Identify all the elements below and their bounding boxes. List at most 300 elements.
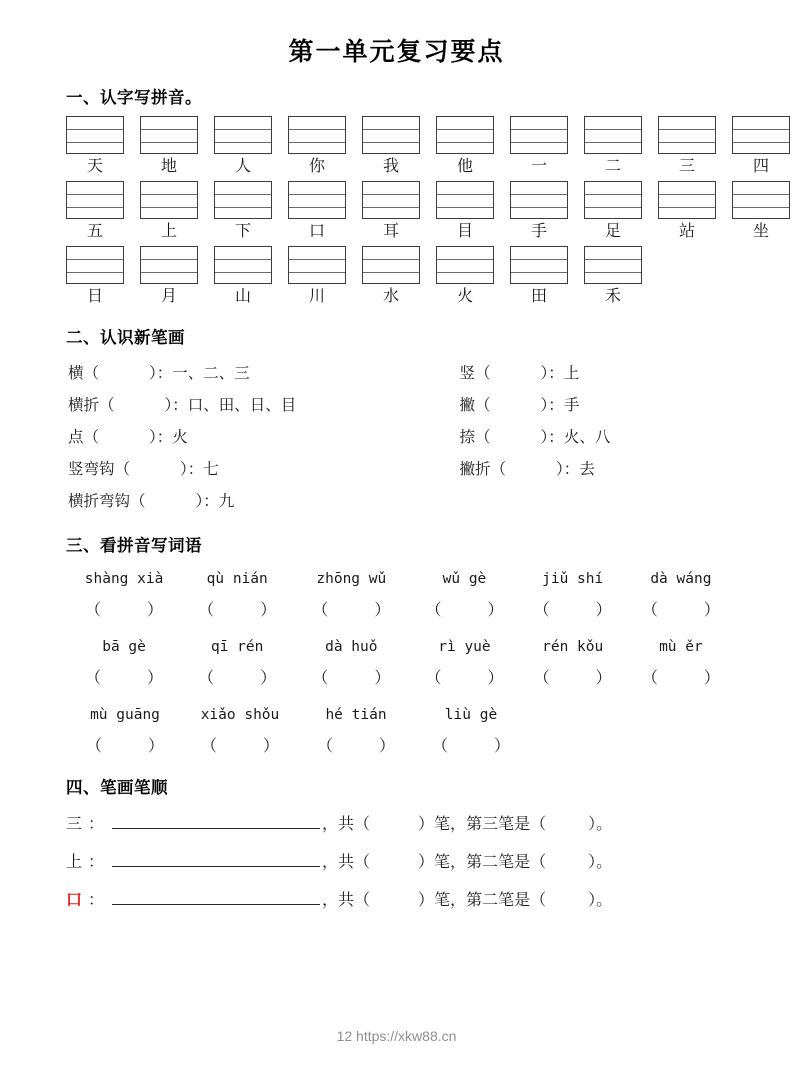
character-label: 耳 (382, 223, 399, 240)
answer-row (66, 594, 735, 628)
close-paren: ） (260, 670, 277, 687)
pinyin-box[interactable] (66, 181, 124, 219)
guide-line (511, 129, 567, 130)
stroke-order-row (66, 882, 735, 920)
stroke-entry (68, 454, 400, 486)
guide-line (363, 194, 419, 195)
close-paren: ） (595, 602, 612, 619)
character-label: 人 (234, 158, 251, 175)
guide-line (141, 259, 197, 260)
nth-stroke-label: 第二笔是（ (466, 892, 547, 909)
pinyin-grid-cell[interactable] (436, 246, 494, 310)
pinyin-grid-cell[interactable] (66, 246, 124, 310)
answer-parens[interactable] (184, 730, 296, 764)
guide-line (437, 272, 493, 273)
pinyin-grid-cell[interactable] (66, 181, 124, 245)
pinyin-grid-cell[interactable] (584, 116, 642, 180)
pinyin-box[interactable] (436, 181, 494, 219)
pinyin-word: dà huǒ (325, 639, 378, 655)
answer-parens[interactable] (66, 594, 182, 628)
nth-stroke-label: 第三笔是（ (466, 816, 547, 833)
open-paren: （ (425, 670, 442, 687)
pinyin-word: mù ěr (659, 639, 703, 655)
guide-line (733, 207, 789, 208)
answer-parens[interactable] (519, 594, 627, 628)
guide-line (363, 142, 419, 143)
open-paren: （ (198, 670, 215, 687)
pinyin-grid-row (66, 181, 769, 245)
pinyin-box[interactable] (66, 116, 124, 154)
stroke-order-row (66, 806, 735, 844)
pinyin-box[interactable] (584, 116, 642, 154)
pinyin-grid-cell[interactable] (658, 116, 716, 180)
stroke-examples: 上 (563, 365, 580, 382)
guide-line (363, 259, 419, 260)
stroke-entry (400, 454, 735, 486)
answer-row (66, 662, 735, 696)
close-paren: ） (494, 738, 511, 755)
guide-line (437, 259, 493, 260)
pinyin-grid-cell[interactable] (140, 181, 198, 245)
colon: ： (88, 854, 105, 871)
total-strokes-close: ）笔， (418, 892, 467, 909)
pinyin-box[interactable] (288, 246, 346, 284)
pinyin-box[interactable] (436, 246, 494, 284)
close-paren: ） (703, 670, 720, 687)
character-label: 目 (456, 223, 473, 240)
stroke-list (68, 358, 735, 518)
pinyin-word: zhōng wǔ (316, 571, 387, 587)
stroke-entry (400, 390, 735, 422)
stroke-close-paren: ）： (149, 429, 173, 446)
stroke-close-paren: ）： (540, 397, 564, 414)
open-paren: （ (641, 670, 658, 687)
stroke-name: 竖 (459, 365, 476, 382)
pinyin-box[interactable] (140, 116, 198, 154)
character-label: 站 (678, 223, 695, 240)
pinyin-grid-cell[interactable] (214, 116, 272, 180)
character-label: 他 (456, 158, 473, 175)
stroke-entry (68, 486, 423, 518)
answer-parens[interactable] (519, 662, 627, 696)
pinyin-box[interactable] (288, 181, 346, 219)
guide-line (659, 194, 715, 195)
guide-line (289, 129, 345, 130)
stroke-order-write-line[interactable] (112, 853, 320, 867)
guide-line (733, 129, 789, 130)
stroke-examples: 一、二、三 (172, 365, 250, 382)
section4-heading: 四、笔画笔顺 (66, 779, 168, 797)
answer-parens[interactable] (66, 730, 184, 764)
answer-row (66, 730, 735, 764)
answer-parens[interactable] (66, 662, 182, 696)
stroke-name: 撇折 (459, 461, 491, 478)
stroke-row (68, 422, 735, 454)
close-paren: ） (147, 670, 164, 687)
pinyin-box[interactable] (436, 116, 494, 154)
pinyin-word: dà wáng (650, 571, 712, 587)
pinyin-word: qù nián (206, 571, 268, 587)
stroke-order-tail (322, 806, 612, 844)
stroke-order-write-line[interactable] (112, 815, 320, 829)
pinyin-box[interactable] (510, 246, 568, 284)
pinyin-word: shàng xià (84, 571, 164, 587)
pinyin-box[interactable] (584, 181, 642, 219)
pinyin-box[interactable] (362, 116, 420, 154)
target-character: 三 (66, 816, 83, 833)
guide-line (141, 272, 197, 273)
stroke-open-paren: （ (475, 397, 491, 414)
pinyin-box[interactable] (732, 116, 790, 154)
pinyin-grid-row (66, 246, 735, 310)
stroke-name: 横折弯钩 (68, 493, 131, 510)
pinyin-grid-cell[interactable] (510, 116, 568, 180)
target-character: 上 (66, 854, 83, 871)
guide-line (511, 142, 567, 143)
open-paren: （ (312, 670, 329, 687)
colon: ： (88, 892, 105, 909)
guide-line (141, 207, 197, 208)
character-label: 天 (86, 158, 103, 175)
answer-parens[interactable] (292, 662, 410, 696)
guide-line (659, 142, 715, 143)
pinyin-word: wǔ gè (442, 571, 487, 587)
character-label: 禾 (604, 288, 621, 305)
open-paren: （ (85, 738, 102, 755)
stroke-open-paren: （ (490, 461, 507, 478)
character-label: 口 (308, 223, 325, 240)
pinyin-word: xiǎo shǒu (200, 707, 280, 723)
close-paren: ） (487, 602, 504, 619)
answer-parens[interactable] (416, 730, 526, 764)
character-label: 我 (382, 158, 399, 175)
pinyin-word: bā gè (102, 639, 146, 655)
open-paren: （ (425, 602, 442, 619)
pinyin-word: rén kǒu (542, 639, 604, 655)
guide-line (363, 129, 419, 130)
guide-line (585, 194, 641, 195)
guide-line (67, 194, 123, 195)
character-label: 水 (382, 288, 399, 305)
character-label: 月 (160, 288, 177, 305)
guide-line (289, 194, 345, 195)
comma: ， (322, 816, 339, 833)
close-paren: ） (703, 602, 720, 619)
pinyin-grid-cell[interactable] (658, 181, 716, 245)
guide-line (289, 142, 345, 143)
comma: ， (322, 892, 339, 909)
answer-parens[interactable] (627, 594, 735, 628)
pinyin-box[interactable] (584, 246, 642, 284)
guide-line (659, 129, 715, 130)
pinyin-box[interactable] (66, 246, 124, 284)
stroke-order-tail (322, 844, 612, 882)
nth-stroke-label: 第二笔是（ (466, 854, 547, 871)
section3-heading: 三、看拼音写词语 (66, 537, 202, 555)
guide-line (67, 129, 123, 130)
stroke-examples: 九 (218, 493, 235, 510)
total-strokes-close: ）笔， (418, 816, 467, 833)
target-character-highlighted: 口 (66, 892, 83, 909)
open-paren: （ (533, 602, 550, 619)
section-stroke-order (58, 774, 735, 920)
stroke-open-paren: （ (130, 493, 146, 510)
stroke-close-paren: ）： (540, 365, 564, 382)
stroke-examples: 口、田、日、目 (187, 397, 297, 414)
guide-line (141, 142, 197, 143)
guide-line (437, 207, 493, 208)
guide-line (289, 259, 345, 260)
guide-line (67, 207, 123, 208)
stroke-entry (68, 358, 400, 390)
colon: ： (88, 816, 105, 833)
pinyin-grid-cell[interactable] (362, 246, 420, 310)
pinyin-grid-cell[interactable] (584, 246, 642, 310)
stroke-close-paren: ）： (164, 397, 188, 414)
guide-line (215, 207, 271, 208)
pinyin-grid-cell[interactable] (214, 246, 272, 310)
stroke-examples: 火 (172, 429, 188, 446)
stroke-order-write-line[interactable] (112, 891, 320, 905)
pinyin-word: qī rén (210, 639, 264, 655)
open-paren: （ (85, 670, 102, 687)
open-paren: （ (200, 738, 217, 755)
guide-line (289, 272, 345, 273)
pinyin-grid-block (58, 116, 769, 310)
stroke-name: 捺 (459, 429, 476, 446)
pinyin-words-block (66, 564, 735, 764)
character-label: 川 (308, 288, 325, 305)
character-label: 地 (160, 158, 177, 175)
stroke-examples: 七 (203, 461, 219, 478)
pinyin-grid-cell[interactable] (288, 246, 346, 310)
pinyin-grid-cell[interactable] (140, 116, 198, 180)
stroke-open-paren: （ (83, 365, 100, 382)
pinyin-grid-cell[interactable] (66, 116, 124, 180)
stroke-row (68, 358, 735, 390)
pinyin-box[interactable] (658, 116, 716, 154)
guide-line (511, 207, 567, 208)
pinyin-grid-cell[interactable] (288, 181, 346, 245)
character-label: 山 (234, 288, 251, 305)
guide-line (141, 194, 197, 195)
stroke-examples: 去 (579, 461, 595, 478)
stroke-open-paren: （ (99, 397, 115, 414)
stroke-entry (400, 422, 735, 454)
page-title: 第一单元复习要点 (288, 38, 505, 66)
guide-line (511, 272, 567, 273)
stroke-row (68, 486, 735, 518)
character-label: 火 (456, 288, 473, 305)
stroke-examples: 火、八 (563, 429, 611, 446)
watermark: 12 https://xkw88.cn (336, 1028, 457, 1044)
guide-line (215, 142, 271, 143)
pinyin-box[interactable] (510, 116, 568, 154)
pinyin-word: hé tián (325, 707, 387, 723)
close-paren: ） (263, 738, 280, 755)
pinyin-box[interactable] (362, 181, 420, 219)
close-paren: ） (595, 670, 612, 687)
total-strokes-label: 共（ (338, 816, 371, 833)
guide-line (215, 259, 271, 260)
character-label: 三 (678, 158, 695, 175)
pinyin-word: mù guāng (90, 707, 160, 723)
character-label: 你 (308, 158, 325, 175)
stroke-examples: 手 (563, 397, 580, 414)
guide-line (67, 272, 123, 273)
close-paren: ） (487, 670, 504, 687)
answer-parens[interactable] (627, 662, 735, 696)
stroke-entry (68, 390, 400, 422)
guide-line (733, 142, 789, 143)
character-label: 坐 (752, 223, 769, 240)
comma: ， (322, 854, 339, 871)
stroke-close-paren: ）： (556, 461, 580, 478)
pinyin-box[interactable] (214, 116, 272, 154)
stroke-name: 横 (68, 365, 84, 382)
guide-line (437, 142, 493, 143)
guide-line (141, 129, 197, 130)
pinyin-word: jiǔ shí (542, 571, 604, 587)
pinyin-word: rì yuè (438, 639, 491, 655)
answer-parens[interactable] (182, 662, 292, 696)
stroke-name: 横折 (68, 397, 100, 414)
stroke-open-paren: （ (475, 429, 491, 446)
stroke-order-tail (322, 882, 612, 920)
nth-stroke-close: ）。 (588, 816, 613, 833)
pinyin-grid-cell[interactable] (362, 116, 420, 180)
open-paren: （ (533, 670, 550, 687)
pinyin-box[interactable] (658, 181, 716, 219)
close-paren: ） (374, 670, 391, 687)
character-label: 足 (604, 223, 621, 240)
section1-heading: 一、认字写拼音。 (66, 89, 202, 107)
stroke-open-paren: （ (114, 461, 131, 478)
stroke-entry (400, 358, 735, 390)
pinyin-grid-cell[interactable] (214, 181, 272, 245)
guide-line (585, 142, 641, 143)
close-paren: ） (374, 602, 391, 619)
stroke-close-paren: ）： (180, 461, 204, 478)
stroke-close-paren: ）： (195, 493, 219, 510)
guide-line (733, 194, 789, 195)
pinyin-box[interactable] (140, 246, 198, 284)
pinyin-row (66, 564, 735, 594)
pinyin-row (66, 632, 735, 662)
pinyin-box[interactable] (732, 181, 790, 219)
pinyin-box[interactable] (214, 181, 272, 219)
stroke-name: 点 (68, 429, 84, 446)
guide-line (363, 272, 419, 273)
pinyin-grid-cell[interactable] (584, 181, 642, 245)
guide-line (215, 129, 271, 130)
pinyin-row (66, 700, 735, 730)
pinyin-grid-cell[interactable] (362, 181, 420, 245)
guide-line (585, 129, 641, 130)
stroke-entry (68, 422, 400, 454)
pinyin-box[interactable] (288, 116, 346, 154)
pinyin-grid-cell[interactable] (288, 116, 346, 180)
guide-line (659, 207, 715, 208)
pinyin-grid-cell[interactable] (510, 181, 568, 245)
guide-line (585, 272, 641, 273)
character-label: 下 (234, 223, 251, 240)
nth-stroke-close: ）。 (588, 892, 613, 909)
answer-parens[interactable] (410, 662, 518, 696)
pinyin-grid-cell[interactable] (436, 116, 494, 180)
character-label: 上 (160, 223, 177, 240)
pinyin-box[interactable] (510, 181, 568, 219)
character-label: 日 (86, 288, 103, 305)
nth-stroke-close: ）。 (588, 854, 613, 871)
total-strokes-label: 共（ (338, 854, 371, 871)
pinyin-grid-cell[interactable] (140, 246, 198, 310)
pinyin-word: liù gè (444, 707, 498, 723)
stroke-order-list (66, 806, 735, 920)
close-paren: ） (260, 602, 277, 619)
pinyin-grid-row (66, 116, 769, 180)
character-label: 二 (604, 158, 621, 175)
guide-line (511, 259, 567, 260)
open-paren: （ (431, 738, 448, 755)
stroke-name: 竖弯钩 (68, 461, 115, 478)
pinyin-grid-cell[interactable] (732, 181, 790, 245)
character-label: 手 (530, 223, 547, 240)
guide-line (585, 259, 641, 260)
open-paren: （ (312, 602, 329, 619)
open-paren: （ (198, 602, 215, 619)
open-paren: （ (316, 738, 333, 755)
section2-heading: 二、认识新笔画 (66, 329, 185, 347)
answer-parens[interactable] (296, 730, 416, 764)
stroke-row (68, 454, 735, 486)
character-label: 一 (530, 158, 547, 175)
pinyin-box[interactable] (214, 246, 272, 284)
guide-line (437, 194, 493, 195)
section-new-strokes (58, 324, 735, 518)
answer-parens[interactable] (292, 594, 410, 628)
guide-line (511, 194, 567, 195)
guide-line (215, 272, 271, 273)
stroke-open-paren: （ (475, 365, 491, 382)
guide-line (215, 194, 271, 195)
pinyin-grid-cell[interactable] (732, 116, 790, 180)
stroke-close-paren: ）： (149, 365, 173, 382)
stroke-close-paren: ）： (540, 429, 564, 446)
guide-line (67, 259, 123, 260)
stroke-order-row (66, 844, 735, 882)
close-paren: ） (147, 602, 164, 619)
open-paren: （ (85, 602, 102, 619)
stroke-row (68, 390, 735, 422)
stroke-name: 撇 (459, 397, 476, 414)
close-paren: ） (148, 738, 165, 755)
section-pinyin-to-words (58, 532, 735, 764)
answer-parens[interactable] (410, 594, 518, 628)
pinyin-box[interactable] (362, 246, 420, 284)
character-label: 田 (530, 288, 547, 305)
character-label: 四 (752, 158, 769, 175)
guide-line (363, 207, 419, 208)
section-recognize-characters (58, 84, 769, 310)
pinyin-box[interactable] (140, 181, 198, 219)
pinyin-grid-cell[interactable] (510, 246, 568, 310)
answer-parens[interactable] (182, 594, 292, 628)
open-paren: （ (641, 602, 658, 619)
pinyin-grid-cell[interactable] (436, 181, 494, 245)
stroke-open-paren: （ (83, 429, 100, 446)
total-strokes-label: 共（ (338, 892, 371, 909)
